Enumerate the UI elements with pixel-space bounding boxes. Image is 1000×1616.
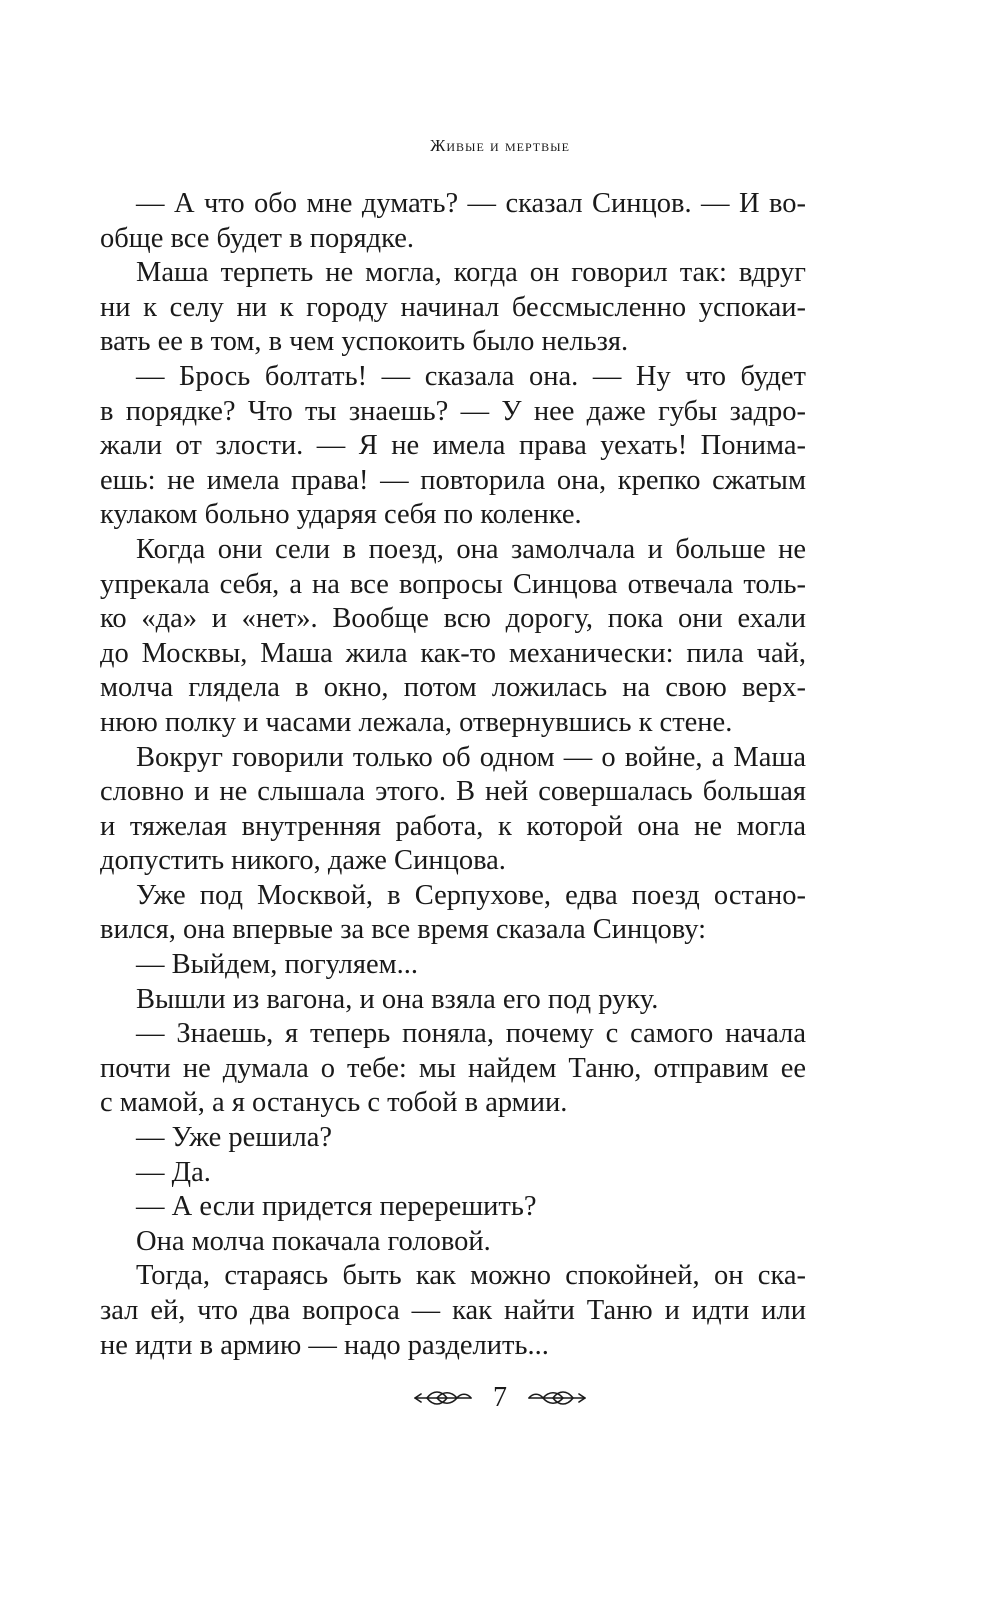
text-line: молча глядела в окно, потом ложилась на свою верх- — [100, 672, 806, 704]
text-line: жали от злости. — Я не имела права уехать! Понима- — [100, 430, 806, 462]
text-line: зал ей, что два вопроса — как найти Таню и идти или — [100, 1295, 806, 1326]
text-line: и тяжелая внутренняя работа, к которой она не могла — [100, 810, 806, 842]
text-line: допустить никого, даже Синцова. — [100, 845, 506, 877]
text-line: нюю полку и часами лежала, отвернувшись к стене. — [100, 706, 733, 738]
text-line: Вышли из вагона, и она взяла его под руку. — [136, 983, 659, 1015]
left-ornament-icon — [413, 1387, 475, 1409]
running-head: Живые и мертвые — [430, 136, 570, 155]
text-line: — А что обо мне думать? — сказал Синцов. — И во- — [136, 188, 806, 219]
text-line: — Брось болтать! — сказала она. — Ну что будет — [136, 360, 806, 392]
text-line: Уже под Москвой, в Серпухове, едва поезд остано- — [136, 879, 806, 911]
text-line: не идти в армию — надо разделить... — [100, 1329, 549, 1361]
text-line: с мамой, а я останусь с тобой в армии. — [100, 1087, 568, 1119]
page-number: 7 — [493, 1382, 507, 1413]
text-line: обще все будет в порядке. — [100, 222, 414, 254]
text-line: словно и не слышала этого. В ней совершалась большая — [100, 776, 806, 808]
text-line: ни к селу ни к городу начинал бессмысленно успокаи- — [100, 291, 806, 323]
text-line: — А если придется перерешить? — [136, 1191, 537, 1223]
text-line: кулаком больно ударяя себя по коленке. — [100, 499, 582, 531]
text-line: Она молча покачала головой. — [136, 1225, 491, 1257]
text-line: — Знаешь, я теперь поняла, почему с самого начала — [136, 1018, 806, 1050]
text-line: ешь: не имела права! — повторила она, крепко сжатым — [100, 464, 806, 496]
text-line: в порядке? Что ты знаешь? — У нее даже губы задро- — [100, 395, 806, 427]
text-line: вился, она впервые за все время сказала Синцову: — [100, 914, 707, 946]
text-line: — Да. — [136, 1156, 211, 1188]
text-line: Маша терпеть не могла, когда он говорил так: вдруг — [136, 257, 806, 289]
text-line: почти не думала о тебе: мы найдем Таню, отправим ее — [100, 1052, 806, 1084]
text-line: Когда они сели в поезд, она замолчала и больше не — [136, 533, 806, 565]
text-line: — Уже решила? — [136, 1122, 333, 1154]
text-line: Тогда, стараясь быть как можно спокойней, он ска- — [136, 1260, 806, 1292]
text-line: упрекала себя, а на все вопросы Синцова отвечала толь- — [100, 568, 806, 600]
right-ornament-icon — [525, 1387, 587, 1409]
text-line: вать ее в том, в чем успокоить было нельзя. — [100, 326, 629, 358]
text-line: Вокруг говорили только об одном — о войне, а Маша — [136, 741, 806, 773]
text-line: — Выйдем, погуляем... — [136, 949, 419, 981]
page-footer — [0, 1378, 1000, 1418]
text-line: до Москвы, Маша жила как-то механически: пила чай, — [100, 637, 806, 669]
text-line: ко «да» и «нет». Вообще всю дорогу, пока они ехали — [100, 603, 806, 635]
body-text — [100, 187, 806, 1363]
